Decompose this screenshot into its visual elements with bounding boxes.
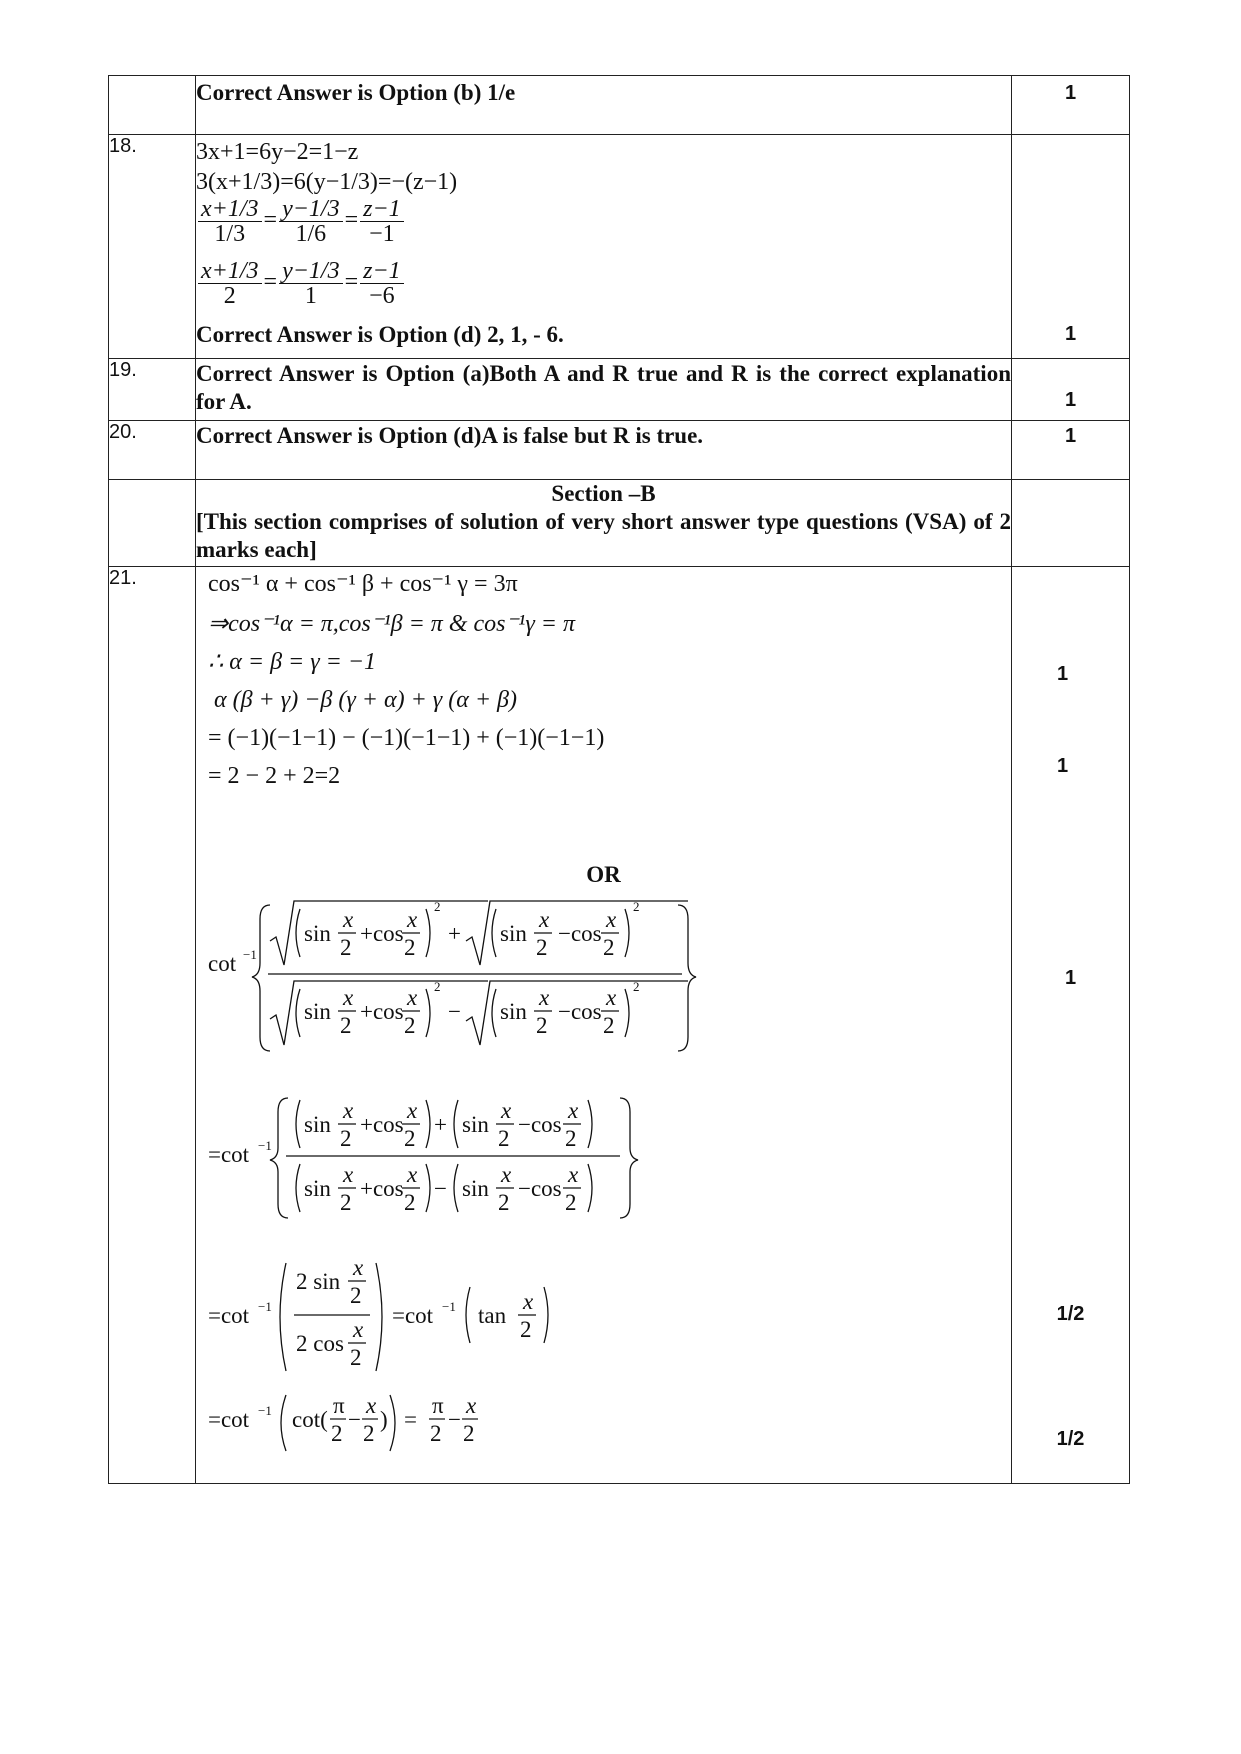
equation-line: 3x+1=6y−2=1−z — [196, 139, 359, 165]
svg-text:−1: −1 — [258, 1138, 272, 1153]
numerator: x+1/3 — [198, 197, 262, 222]
equation-line: ⇒cos⁻¹α = π,cos⁻¹β = π & cos⁻¹γ = π — [208, 611, 576, 637]
marks: 1/2 — [1056, 1303, 1085, 1325]
svg-text:2: 2 — [536, 1013, 548, 1038]
svg-text:tan: tan — [478, 1303, 507, 1328]
svg-text:2: 2 — [498, 1126, 510, 1151]
svg-text:2: 2 — [404, 1126, 416, 1151]
svg-text:=cot: =cot — [208, 1303, 250, 1328]
svg-text:x: x — [407, 1098, 418, 1123]
denominator: 2 — [223, 283, 236, 309]
svg-text:−cos: −cos — [558, 999, 602, 1024]
svg-text:sin: sin — [462, 1176, 489, 1201]
svg-text:−: − — [434, 1176, 447, 1201]
svg-text:−cos: −cos — [518, 1112, 562, 1137]
svg-text:x: x — [568, 1098, 579, 1123]
table-row — [109, 567, 1130, 1484]
equation-line: α (β + γ) −β (γ + α) + γ (α + β) — [214, 687, 517, 713]
nested-radical-expression — [208, 897, 748, 1057]
svg-text:2: 2 — [565, 1190, 577, 1215]
svg-text:+: + — [434, 1112, 447, 1137]
numerator: y−1/3 — [279, 259, 343, 284]
equation-line: = (−1)(−1−1) − (−1)(−1−1) + (−1)(−1−1) — [208, 725, 605, 751]
final-result — [208, 1387, 508, 1457]
marks: 1 — [1056, 663, 1069, 685]
svg-text:2: 2 — [340, 935, 352, 960]
svg-text:x: x — [353, 1257, 364, 1280]
svg-text:x: x — [343, 985, 354, 1010]
svg-text:x: x — [343, 1162, 354, 1187]
or-step-2 — [208, 1092, 648, 1222]
or-step-3 — [208, 1257, 568, 1377]
equation-line: cos⁻¹ α + cos⁻¹ β + cos⁻¹ γ = 3π — [208, 571, 518, 597]
svg-text:2: 2 — [340, 1126, 352, 1151]
svg-text:sin: sin — [304, 921, 331, 946]
svg-text:x: x — [539, 985, 550, 1010]
svg-text:2: 2 — [565, 1126, 577, 1151]
svg-text:x: x — [466, 1393, 477, 1418]
svg-text:2 cos: 2 cos — [296, 1331, 344, 1356]
svg-text:2: 2 — [404, 1013, 416, 1038]
svg-text:2: 2 — [350, 1283, 362, 1308]
svg-text:2 sin: 2 sin — [296, 1269, 341, 1294]
fraction-equation: $\frac{x+1/3}{2}$ = $\frac{y-1/3}{1}$ = $\frac{z-1}{-6}$ — [196, 259, 1011, 321]
or-separator: OR — [586, 862, 621, 887]
svg-text:2: 2 — [463, 1421, 475, 1446]
svg-text:x: x — [366, 1393, 377, 1418]
svg-text:2: 2 — [520, 1317, 532, 1342]
svg-text:2: 2 — [404, 935, 416, 960]
svg-text:x: x — [606, 985, 617, 1010]
answer-text: Correct Answer is Option (d)A is false but R is true. — [196, 423, 704, 448]
simplified-expression — [208, 1092, 648, 1222]
svg-text:=cot: =cot — [208, 1142, 250, 1167]
svg-text:2: 2 — [498, 1190, 510, 1215]
svg-text:2: 2 — [603, 935, 615, 960]
svg-text:−1: −1 — [442, 1299, 456, 1314]
svg-text:=cot: =cot — [208, 1407, 250, 1432]
svg-text:−: − — [448, 1407, 461, 1432]
svg-text:x: x — [606, 907, 617, 932]
svg-text:x: x — [568, 1162, 579, 1187]
marks: 1 — [1064, 389, 1077, 411]
svg-text:2: 2 — [434, 979, 441, 994]
question-number: 19. — [109, 359, 196, 421]
equation-line: = 2 − 2 + 2=2 — [208, 763, 341, 789]
question-number: 21. — [109, 567, 196, 1484]
svg-text:): ) — [380, 1407, 388, 1432]
svg-text:−1: −1 — [258, 1299, 272, 1314]
numerator: x+1/3 — [198, 259, 262, 284]
svg-text:+cos: +cos — [360, 1176, 404, 1201]
svg-text:+cos: +cos — [360, 999, 404, 1024]
svg-text:−cos: −cos — [558, 921, 602, 946]
svg-text:x: x — [407, 985, 418, 1010]
table-row — [109, 76, 1130, 135]
svg-text:x: x — [353, 1317, 364, 1342]
table-row — [109, 135, 1130, 359]
svg-text:+cos: +cos — [360, 1112, 404, 1137]
svg-text:+cos: +cos — [360, 921, 404, 946]
answer-text: Correct Answer is Option (a)Both A and R true and R is the correct explanation for A. — [196, 361, 1011, 414]
svg-text:+: + — [448, 921, 461, 946]
svg-text:x: x — [407, 907, 418, 932]
marks: 1 — [1064, 967, 1077, 989]
denominator: −1 — [369, 221, 395, 247]
denominator: 1 — [304, 283, 317, 309]
svg-text:2: 2 — [430, 1421, 442, 1446]
svg-text:sin: sin — [500, 921, 527, 946]
svg-text:=: = — [404, 1407, 417, 1432]
svg-text:−1: −1 — [258, 1403, 272, 1418]
denominator: 1/6 — [295, 221, 327, 247]
svg-text:x: x — [407, 1162, 418, 1187]
svg-text:x: x — [501, 1098, 512, 1123]
svg-text:−cos: −cos — [518, 1176, 562, 1201]
answer-text: Correct Answer is Option (b) 1/e — [196, 80, 516, 105]
equation-line: ∴ α = β = γ = −1 — [208, 649, 377, 675]
svg-text:x: x — [343, 907, 354, 932]
denominator: −6 — [369, 283, 395, 309]
svg-text:2: 2 — [340, 1013, 352, 1038]
svg-text:sin: sin — [304, 1176, 331, 1201]
section-description: [This section comprises of solution of very short answer type questions (VSA) of 2 marks each] — [196, 509, 1011, 562]
svg-text:2: 2 — [404, 1190, 416, 1215]
svg-text:π: π — [333, 1393, 345, 1418]
marks: 1/2 — [1056, 1428, 1085, 1450]
svg-text:sin: sin — [304, 1112, 331, 1137]
tan-expression — [208, 1257, 568, 1377]
answer-text: Correct Answer is Option (d) 2, 1, - 6. — [196, 322, 564, 347]
marks: 1 — [1064, 323, 1077, 345]
svg-text:sin: sin — [462, 1112, 489, 1137]
marks: 1 — [1056, 755, 1069, 777]
svg-text:x: x — [501, 1162, 512, 1187]
svg-text:2: 2 — [363, 1421, 375, 1446]
svg-text:x: x — [539, 907, 550, 932]
svg-text:x: x — [523, 1289, 534, 1314]
svg-text:sin: sin — [304, 999, 331, 1024]
svg-text:sin: sin — [500, 999, 527, 1024]
or-step-4 — [208, 1387, 508, 1457]
marks: 1 — [1064, 425, 1077, 447]
svg-text:=cot: =cot — [392, 1303, 434, 1328]
svg-text:2: 2 — [350, 1345, 362, 1370]
svg-text:2: 2 — [603, 1013, 615, 1038]
svg-text:cot(: cot( — [292, 1407, 328, 1432]
numerator: z−1 — [360, 259, 404, 284]
svg-text:2: 2 — [633, 899, 640, 914]
fraction-equation: $\frac{x+1/3}{1/3}$ = $\frac{y-1/3}{1/6}$ = $\frac{z-1}{-1}$ — [196, 197, 1011, 259]
question-number — [109, 76, 196, 135]
equation-line: 3(x+1/3)=6(y−1/3)=−(z−1) — [196, 169, 458, 195]
svg-text:2: 2 — [633, 979, 640, 994]
svg-text:−: − — [448, 999, 461, 1024]
svg-text:−1: −1 — [243, 947, 257, 962]
marking-scheme-table — [108, 75, 1130, 1484]
table-row — [109, 480, 1130, 567]
numerator: z−1 — [360, 197, 404, 222]
svg-text:cot: cot — [208, 951, 237, 976]
question-number: 18. — [109, 135, 196, 359]
svg-text:2: 2 — [331, 1421, 343, 1446]
svg-text:2: 2 — [340, 1190, 352, 1215]
svg-text:π: π — [432, 1393, 444, 1418]
or-step-1 — [208, 897, 748, 1057]
numerator: y−1/3 — [279, 197, 343, 222]
svg-text:2: 2 — [536, 935, 548, 960]
marks: 1 — [1064, 82, 1077, 104]
svg-text:2: 2 — [434, 899, 441, 914]
section-title: Section –B — [551, 481, 656, 506]
table-row — [109, 359, 1130, 421]
svg-text:−: − — [348, 1407, 361, 1432]
svg-text:x: x — [343, 1098, 354, 1123]
denominator: 1/3 — [214, 221, 246, 247]
table-row — [109, 421, 1130, 480]
question-number: 20. — [109, 421, 196, 480]
